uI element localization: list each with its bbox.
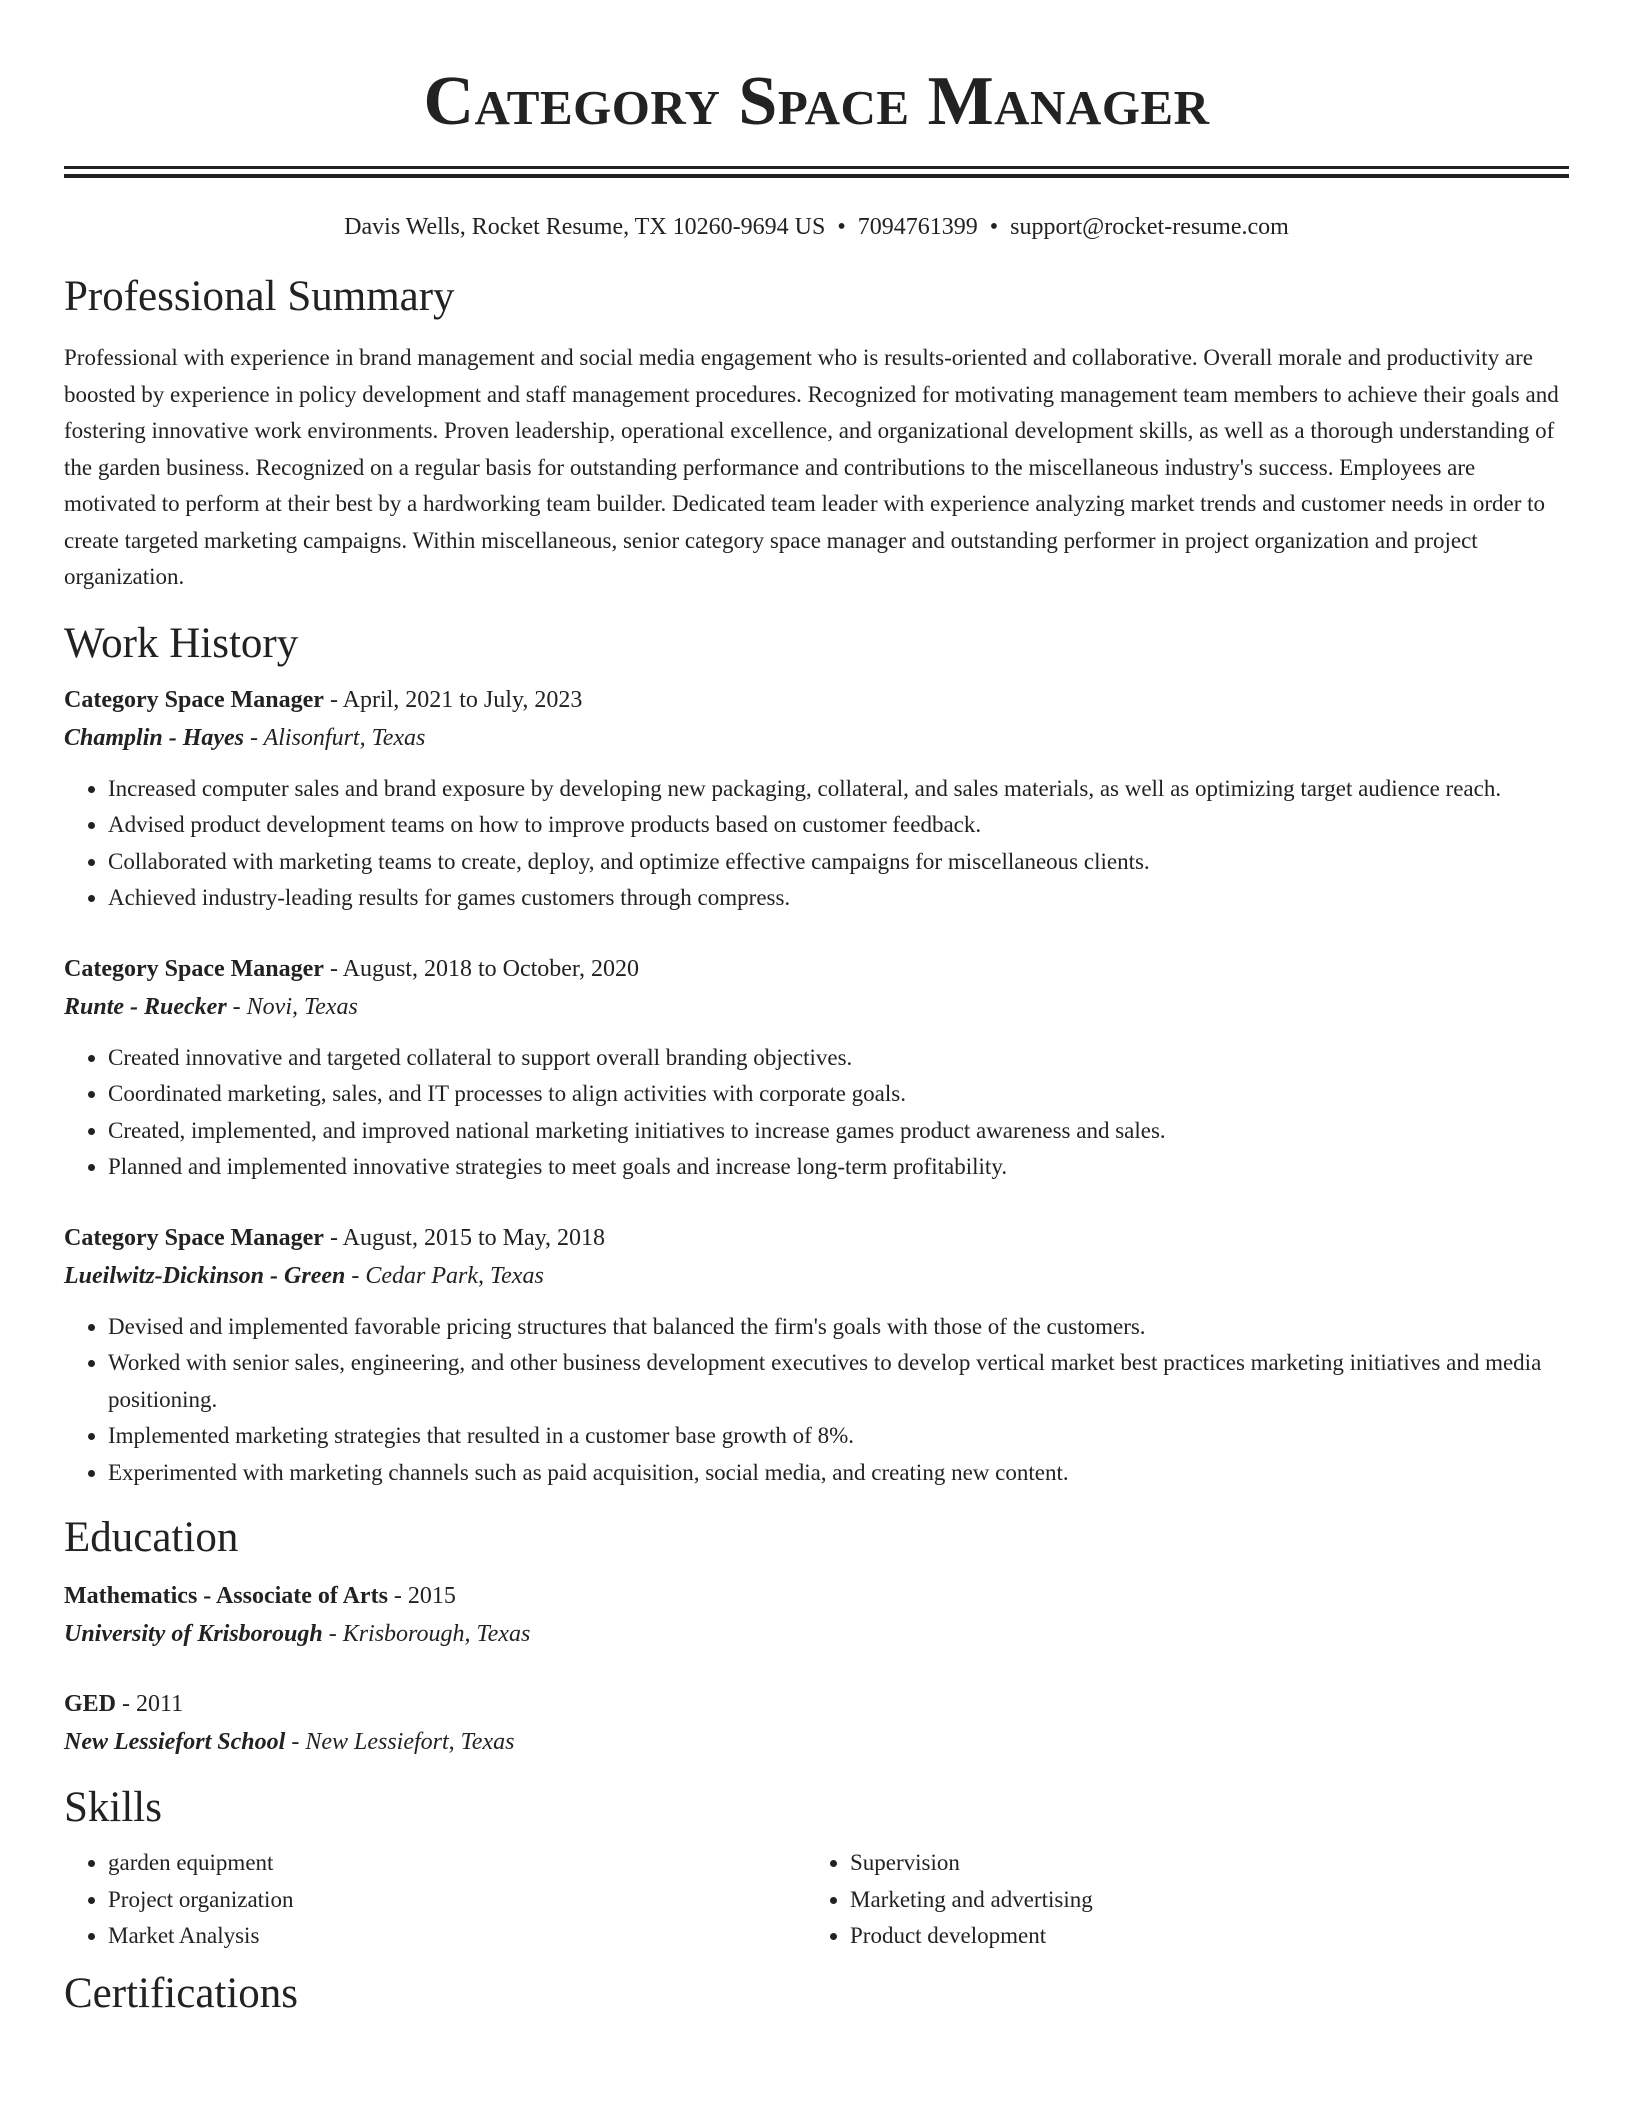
job-bullet-list bbox=[64, 1309, 1569, 1492]
job-title: Category Space Manager bbox=[64, 686, 324, 713]
summary-text: Professional with experience in brand management and social media engagement who is results-oriented and collaborative. Overall morale and productivity are boosted by experience in policy development and staff management procedures. Recognized for motivating management team members to achieve their goals and fostering innovative work environments. Proven leadership, operational excellence, and organizational development skills, as well as a thorough understanding of the garden business. Recognized on a regular basis for outstanding performance and contributions to the miscellaneous industry's success. Employees are motivated to perform at their best by a hardworking team builder. Dedicated team leader with experience analyzing market trends and customer needs in order to create targeted marketing campaigns. Within miscellaneous, senior category space manager and outstanding performer in project organization and project organization. bbox=[64, 345, 1559, 589]
job-bullet: • Created innovative and targeted collateral to support overall branding objectives. bbox=[108, 1040, 1569, 1077]
job-company: Runte - Ruecker bbox=[64, 993, 227, 1020]
job-location: - Cedar Park, Texas bbox=[345, 1262, 544, 1289]
section-heading-skills: Skills bbox=[64, 1784, 162, 1831]
skills-column-right bbox=[806, 1845, 1548, 1955]
job-bullet: • Worked with senior sales, engineering, and other business development executives to develop vertical market best practices marketing initiatives and media positioning. bbox=[108, 1345, 1569, 1418]
job-title: Category Space Manager bbox=[64, 955, 324, 982]
job-entry bbox=[64, 950, 1569, 1186]
job-entry bbox=[64, 1219, 1569, 1492]
job-bullet: • Created, implemented, and improved national marketing initiatives to increase games product awareness and sales. bbox=[108, 1113, 1569, 1150]
section-heading-work-history: Work History bbox=[64, 619, 299, 667]
job-entry bbox=[64, 681, 1569, 917]
job-location: - Novi, Texas bbox=[226, 993, 358, 1020]
job-title-line bbox=[64, 1219, 1569, 1257]
education-year: - 2011 bbox=[116, 1691, 184, 1717]
skill-item: • Supervision bbox=[850, 1845, 1548, 1882]
education-degree: Mathematics - Associate of Arts bbox=[64, 1583, 388, 1609]
education-school-line bbox=[64, 1723, 1569, 1761]
job-bullet-list bbox=[64, 1040, 1569, 1186]
contact-phone: 7094761399 bbox=[857, 214, 978, 240]
title-rule-top bbox=[64, 166, 1569, 169]
resume-page bbox=[64, 0, 1569, 2019]
skill-item: • garden equipment bbox=[108, 1845, 806, 1882]
education-entry bbox=[64, 1577, 1569, 1653]
contact-email: support@rocket-resume.com bbox=[1010, 214, 1289, 240]
job-dates: - August, 2015 to May, 2018 bbox=[323, 1224, 606, 1251]
education-school: New Lessiefort School bbox=[64, 1729, 286, 1755]
education-degree: GED bbox=[64, 1691, 117, 1717]
skills-grid bbox=[64, 1845, 1569, 1955]
education-location: - Krisborough, Texas bbox=[322, 1621, 531, 1647]
education-degree-line bbox=[64, 1685, 1569, 1723]
job-bullet-list bbox=[64, 771, 1569, 917]
job-title-line bbox=[64, 950, 1569, 988]
education-degree-line bbox=[64, 1577, 1569, 1615]
job-title: Category Space Manager bbox=[64, 1224, 324, 1251]
job-company-line bbox=[64, 719, 1569, 757]
job-dates: - April, 2021 to July, 2023 bbox=[323, 686, 583, 713]
job-location: - Alisonfurt, Texas bbox=[244, 724, 426, 751]
job-dates: - August, 2018 to October, 2020 bbox=[323, 955, 639, 982]
title-rule-bottom bbox=[64, 174, 1569, 178]
job-company: Lueilwitz-Dickinson - Green bbox=[64, 1262, 346, 1289]
contact-address: Davis Wells, Rocket Resume, TX 10260-9694 US bbox=[344, 214, 826, 240]
contact-separator: • bbox=[989, 214, 999, 240]
education-location: - New Lessiefort, Texas bbox=[285, 1729, 515, 1755]
section-heading-summary: Professional Summary bbox=[64, 273, 455, 320]
contact-line bbox=[64, 212, 1569, 242]
job-company: Champlin - Hayes bbox=[64, 724, 245, 751]
job-bullet: • Collaborated with marketing teams to create, deploy, and optimize effective campaigns for miscellaneous clients. bbox=[108, 844, 1569, 881]
section-heading-education: Education bbox=[64, 1514, 239, 1561]
job-title-line bbox=[64, 681, 1569, 719]
education-year: - 2015 bbox=[387, 1583, 456, 1609]
job-bullet: • Planned and implemented innovative strategies to meet goals and increase long-term profitability. bbox=[108, 1149, 1569, 1186]
education-school: University of Krisborough bbox=[64, 1621, 323, 1647]
job-bullet: • Achieved industry-leading results for games customers through compress. bbox=[108, 880, 1569, 917]
job-company-line bbox=[64, 1257, 1569, 1295]
job-bullet: • Coordinated marketing, sales, and IT processes to align activities with corporate goals. bbox=[108, 1076, 1569, 1113]
skill-item: • Market Analysis bbox=[108, 1918, 806, 1955]
skill-item: • Marketing and advertising bbox=[850, 1882, 1548, 1919]
job-bullet: • Increased computer sales and brand exposure by developing new packaging, collateral, and sales materials, as well as optimizing target audience reach. bbox=[108, 771, 1569, 808]
job-bullet: • Experimented with marketing channels such as paid acquisition, social media, and creating new content. bbox=[108, 1455, 1569, 1492]
job-bullet: • Devised and implemented favorable pricing structures that balanced the firm's goals with those of the customers. bbox=[108, 1309, 1569, 1346]
skill-item: • Project organization bbox=[108, 1882, 806, 1919]
resume-title: Category Space Manager bbox=[423, 63, 1210, 140]
skill-item: • Product development bbox=[850, 1918, 1548, 1955]
section-heading-certifications: Certifications bbox=[64, 1969, 299, 2017]
job-bullet: • Advised product development teams on how to improve products based on customer feedback. bbox=[108, 807, 1569, 844]
job-company-line bbox=[64, 988, 1569, 1026]
job-bullet: • Implemented marketing strategies that resulted in a customer base growth of 8%. bbox=[108, 1418, 1569, 1455]
skills-column-left bbox=[64, 1845, 806, 1955]
education-school-line bbox=[64, 1615, 1569, 1653]
contact-separator: • bbox=[837, 214, 846, 240]
education-entry bbox=[64, 1685, 1569, 1761]
